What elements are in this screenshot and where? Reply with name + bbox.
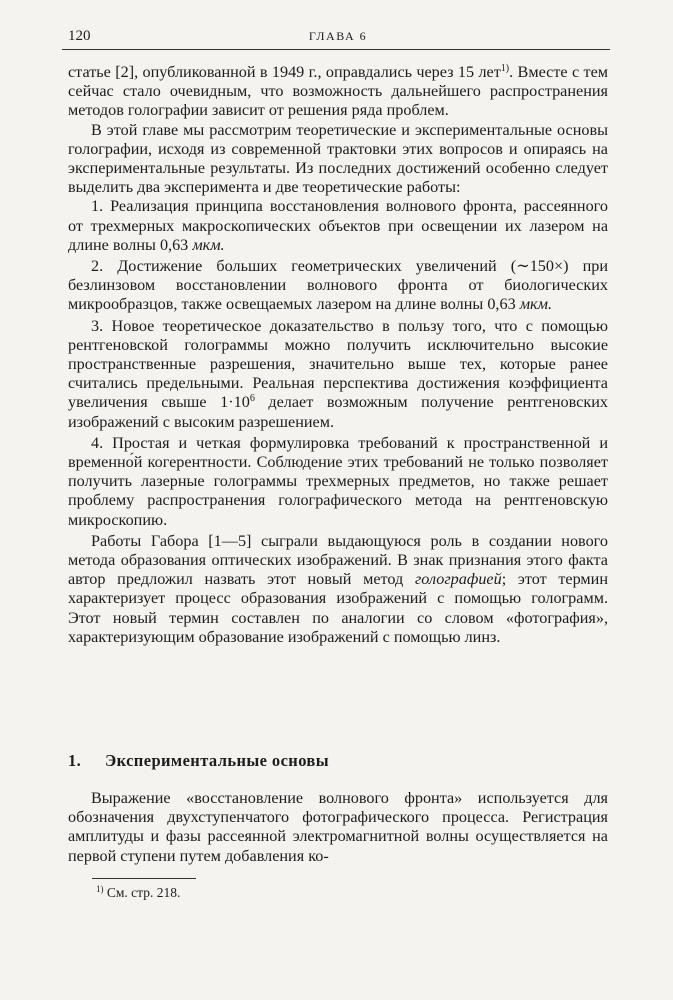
section-paragraph: Выражение «восстановление волнового фронта» используется для обозначения двухступенчатого фотографического процесса. Регистрация амплитуды и фазы рассеянной электромагнитной волны осуществляется на первой ступени путем добавления ко- bbox=[68, 789, 608, 865]
list-item-3: 3. Новое теоретическое доказательство в пользу того, что с помощью рентгеновской голограммы можно получить исключительно высокие пространственные разрешения, значительно выше тех, которые ранее считались предельными. Реальная перспектива достижения коэффициента увеличения свыше $1\cdot 10^6$ делает возможным получение рентгеновских изображений с высоким разрешением. bbox=[68, 316, 608, 431]
list-item-1: 1. Реализация принципа восстановления волнового фронта, рассеянного от трехмерных макроскопических объектов при освещении их лазером на длине волны 0,63 мкм. bbox=[68, 197, 608, 254]
footnote-text: См. стр. 218. bbox=[106, 885, 181, 900]
list-item-2: 2. Достижение больших геометрических увеличений (∼150×) при безлинзовом восстановлении волнового фронта от биологических микрообразцов, также освещаемых лазером на длине волны 0,63 мкм. bbox=[68, 257, 608, 314]
footnote bbox=[96, 885, 180, 901]
section-text bbox=[68, 789, 608, 866]
footnote-marker: 1) bbox=[96, 884, 104, 894]
paragraph-gabor: Работы Габора [1—5] сыграли выдающуюся роль в создании нового метода образования оптических изображений. В знак признания этого факта автор предложил назвать этот новый метод голографией; этот термин характеризует процесс образования изображений с помощью голограмм. Этот новый термин составлен по аналогии со словом «фотография», характеризующим образование изображений с помощью линз. bbox=[68, 531, 608, 646]
term-holography: голографией bbox=[414, 570, 502, 589]
paragraph-continuation: статье [2], опубликованной в 1949 г., оправдались через 15 лет$^{1)}$. Вместе с тем сейчас стало очевидным, что возможность дальнейшего распространения методов голографии зависит от решения ряда проблем. bbox=[68, 63, 609, 120]
footnote-reference: 1) bbox=[500, 63, 510, 74]
footnote-rule bbox=[92, 878, 196, 879]
page-header bbox=[68, 28, 608, 46]
section-title: Экспериментальные основы bbox=[105, 751, 330, 770]
section-number: 1. bbox=[68, 751, 82, 770]
paragraph-intro: В этой главе мы рассмотрим теоретические и экспериментальные основы голографии, исходя из современной трактовки этих вопросов и опираясь на экспериментальные результаты. Из последних достижений особенно следует выделить два эксперимента и две теоретические работы: bbox=[68, 120, 608, 197]
header-rule bbox=[62, 49, 610, 50]
main-text bbox=[68, 63, 608, 647]
list-item-4: 4. Простая и четкая формулировка требований к пространственной и временно́й когерентности. Соблюдение этих требований не только позволяет получить лазерные голограммы трехмерных предметов, но также решает проблему распространения голографического метода на рентгеновскую микроскопию. bbox=[68, 433, 608, 529]
page-number: 120 bbox=[68, 28, 91, 44]
running-title: ГЛАВА 6 bbox=[308, 29, 368, 43]
section-heading bbox=[68, 751, 608, 771]
